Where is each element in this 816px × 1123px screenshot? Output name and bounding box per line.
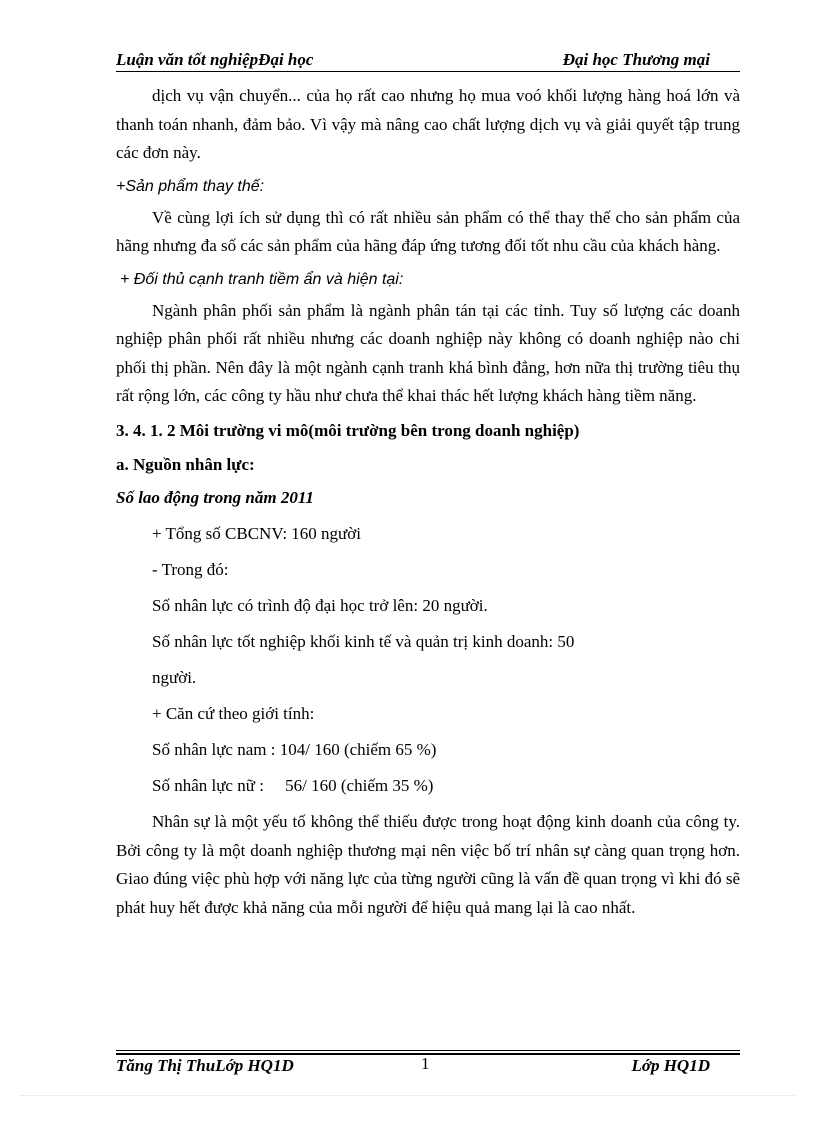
labor-heading: Số lao động trong năm 2011 <box>116 487 314 507</box>
footer-rule-thin <box>116 1050 740 1051</box>
footer-right: Lớp HQ1D <box>631 1056 710 1075</box>
paragraph-1: dịch vụ vận chuyển... của họ rất cao nhưng họ mua voó khối lượng hàng hoá lớn và thanh toán nhanh, đảm bảo. Vì vậy mà nâng cao chất lượng dịch vụ và giải quyết tập trung các đơn này. <box>116 86 740 162</box>
subheading-competitors: + Đối thủ cạnh tranh tiềm ẩn và hiện tại: <box>120 270 404 288</box>
header-right: Đại học Thương mại <box>562 50 710 69</box>
header-left: Luận văn tốt nghiệpĐại học <box>116 50 314 69</box>
list-item: Số nhân lực tốt nghiệp khối kinh tế và quản trị kinh doanh: 50 <box>152 632 575 651</box>
list-item: Số nhân lực nữ : 56/ 160 (chiếm 35 %) <box>152 776 434 795</box>
list-item: Số nhân lực nam : 104/ 160 (chiếm 65 %) <box>152 740 437 759</box>
list-item: - Trong đó: <box>152 560 229 579</box>
page-body <box>116 82 740 922</box>
list-item: người. <box>152 668 197 687</box>
page-number: 1 <box>421 1054 430 1073</box>
page-header <box>116 48 740 72</box>
footer-left: Tăng Thị ThuLớp HQ1D <box>116 1056 294 1075</box>
page-edge <box>20 1095 796 1096</box>
section-heading: 3. 4. 1. 2 Môi trường vi mô(môi trường bên trong doanh nghiệp) <box>116 420 580 440</box>
list-item: + Tổng số CBCNV: 160 người <box>152 524 361 543</box>
paragraph-4: Nhân sự là một yếu tố không thể thiếu được trong hoạt động kinh doanh của công ty. Bởi công ty là một doanh nghiệp thương mại nên việc bố trí nhân sự càng quan trọng hơn. Giao đúng việc phù hợp với năng lực của từng người cũng là vấn đề quan trọng vì khi đó sẽ phát huy hết được khả năng của mỗi người để hiệu quả mang lại là cao nhất. <box>116 812 740 917</box>
paragraph-3: Ngành phân phối sản phẩm là ngành phân tán tại các tỉnh. Tuy số lượng các doanh nghiệp phân phối rất nhiều nhưng các doanh nghiệp này không có doanh nghiệp nào chi phối thị phần. Nên đây là một ngành cạnh tranh khá bình đẳng, hơn nữa thị trường tiêu thụ rất rộng lớn, các công ty hầu như chưa thể khai thác hết lượng khách hàng tiềm năng. <box>116 300 740 405</box>
paragraph-2: Về cùng lợi ích sử dụng thì có rất nhiều sản phẩm có thể thay thế cho sản phẩm của hãng nhưng đa số các sản phẩm của hãng đáp ứng tương đối tốt nhu cầu của khách hàng. <box>116 207 740 255</box>
list-item: Số nhân lực có trình độ đại học trở lên: 20 người. <box>152 596 488 615</box>
header-rule <box>116 71 740 72</box>
subsection-heading: a. Nguồn nhân lực: <box>116 455 255 474</box>
list-item: + Căn cứ theo giới tính: <box>152 704 315 723</box>
page-footer <box>116 1056 740 1080</box>
subheading-substitutes: +Sản phẩm thay thế: <box>116 177 265 195</box>
